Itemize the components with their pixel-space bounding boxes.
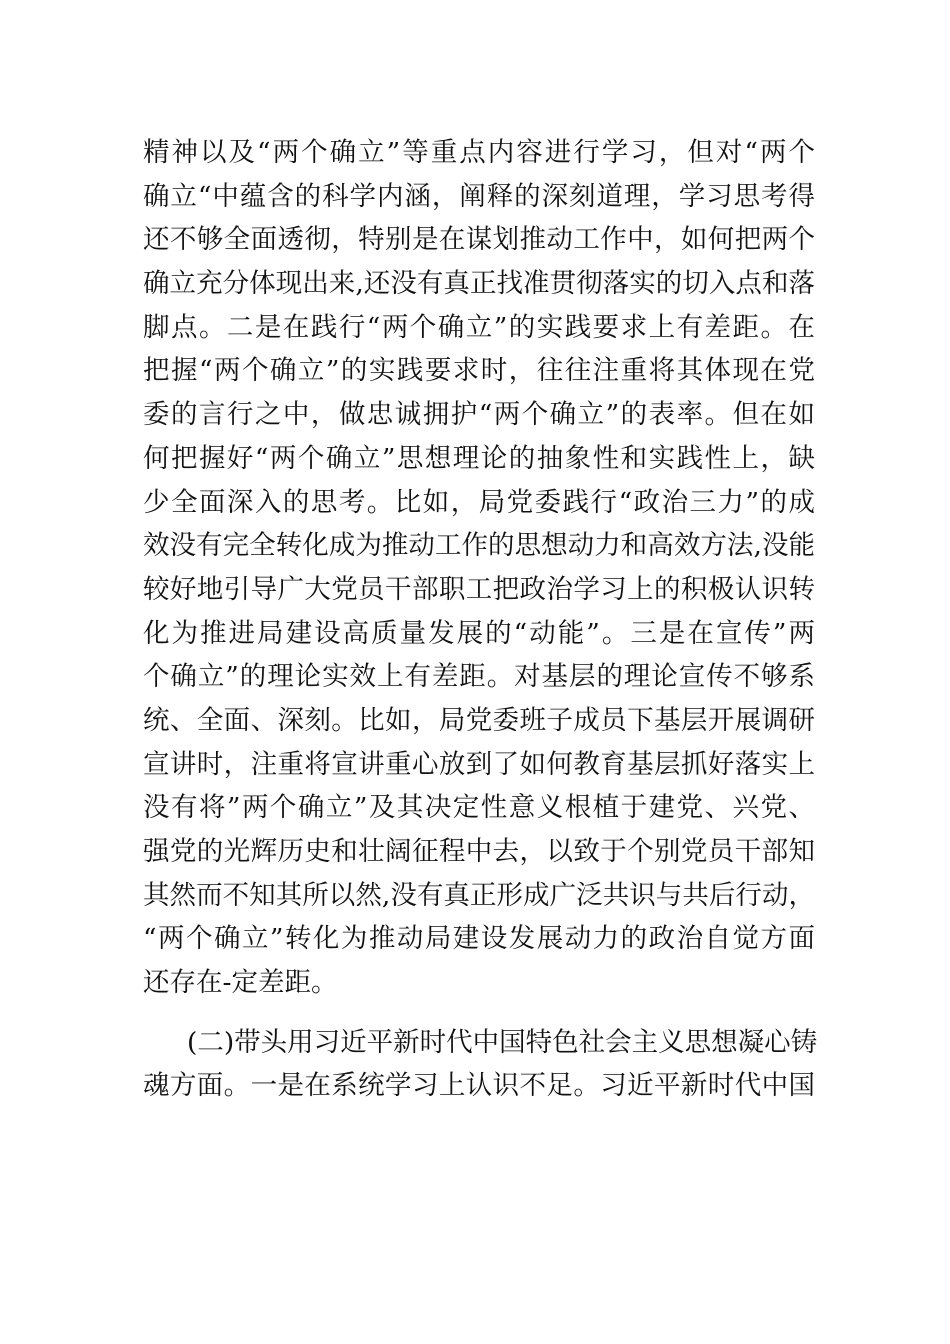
- document-body: [143, 131, 818, 1108]
- text-line: 确立充分体现出来,还没有真正找准贯彻落实的切入点和落: [143, 268, 815, 300]
- section-heading-line: (二)带头用习近平新时代中国特色社会主义思想凝心铸: [187, 1026, 818, 1058]
- text-line: 魂方面。一是在系统学习上认识不足。习近平新时代中国: [143, 1070, 815, 1102]
- text-line: 个确立”的理论实效上有差距。对基层的理论宣传不够系: [143, 661, 815, 693]
- text-line: 精神以及“两个确立”等重点内容进行学习，但对“两个: [143, 137, 815, 168]
- text-line: 其然而不知其所以然,没有真正形成广泛共识与共后行动，: [143, 879, 815, 911]
- text-line: 把握“两个确立”的实践要求时，往往注重将其体现在党: [143, 355, 815, 387]
- text-line: 统、全面、深刻。比如，局党委班子成员下基层开展调研: [143, 704, 815, 736]
- text-line: 少全面深入的思考。比如，局党委践行“政治三力”的成: [143, 486, 815, 518]
- text-line: 还存在-定差距。: [143, 967, 338, 999]
- text-line: 脚点。二是在践行“两个确立”的实践要求上有差距。在: [143, 311, 815, 343]
- text-line: 宣讲时，注重将宣讲重心放到了如何教育基层抓好落实上: [143, 748, 815, 780]
- text-line: 没有将”两个确立”及其决定性意义根植于建党、兴党、: [143, 792, 815, 824]
- text-line: 较好地引导广大党员干部职工把政治学习上的积极认识转: [143, 573, 815, 605]
- text-line: 还不够全面透彻，特别是在谋划推动工作中，如何把两个: [143, 224, 815, 256]
- text-line: 化为推进局建设高质量发展的“动能”。三是在宣传”两: [143, 617, 815, 649]
- text-line: 何把握好“两个确立”思想理论的抽象性和实践性上，缺: [143, 442, 815, 474]
- text-line: 确立“中蕴含的科学内涵，阐释的深刻道理，学习思考得: [143, 180, 815, 212]
- text-line: 委的言行之中，做忠诚拥护“两个确立”的表率。但在如: [143, 399, 815, 431]
- text-line: 强党的光辉历史和壮阔征程中去，以致于个别党员干部知: [143, 836, 815, 867]
- text-line: “两个确立”转化为推动局建设发展动力的政治自觉方面: [143, 923, 815, 955]
- text-line: 效没有完全转化成为推动工作的思想动力和高效方法,没能: [143, 530, 815, 562]
